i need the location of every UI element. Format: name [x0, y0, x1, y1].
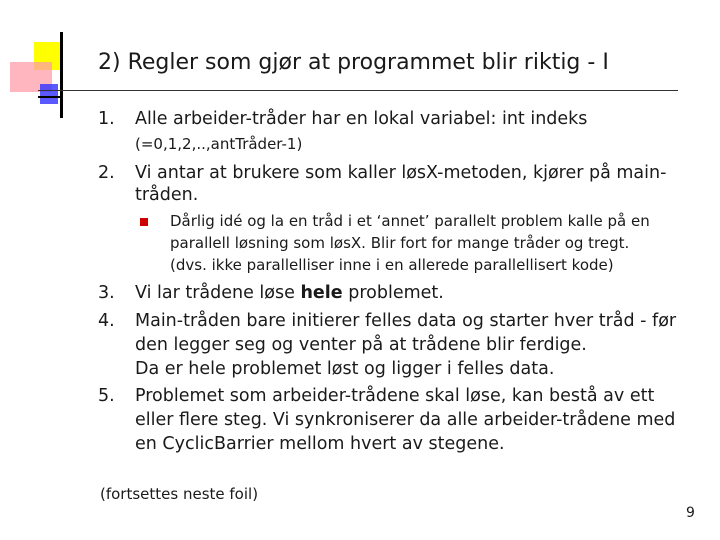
title-underline: [38, 90, 678, 91]
item-5-number: 5.: [98, 386, 115, 406]
square-bullet-icon: [140, 218, 148, 226]
item-3-line-1: [135, 282, 444, 304]
subitem-line-1: Dårlig idé og la en tråd i et ‘annet’ parallelt problem kalle på en: [170, 212, 650, 230]
item-4-line-2: den legger seg og venter på at trådene blir ferdige.: [135, 335, 587, 355]
item-2-line-1: Vi antar at brukere som kaller løsX-metoden, kjører på main-: [135, 163, 667, 183]
item-2-number: 2.: [98, 163, 115, 183]
footer-note: (fortsettes neste foil): [100, 485, 259, 503]
item-5-line-3: en CyclicBarrier mellom hvert av stegene.: [135, 434, 505, 454]
item-3-text-post: problemet.: [342, 283, 444, 303]
item-2-line-2: tråden.: [135, 185, 199, 205]
decor-vertical-line: [60, 32, 63, 118]
item-1-line-1: Alle arbeider-tråder har en lokal variabel: int indeks: [135, 109, 588, 129]
decor-blue-square: [40, 84, 58, 104]
item-1-number: 1.: [98, 109, 115, 129]
item-5-line-2: eller flere steg. Vi synkroniserer da alle arbeider-trådene med: [135, 410, 676, 430]
subitem-line-3: (dvs. ikke parallelliser inne i en allerede parallellisert kode): [170, 256, 614, 274]
page-number: 9: [686, 505, 695, 521]
decor-short-line: [38, 96, 62, 98]
item-3-text-pre: Vi lar trådene løse: [135, 283, 301, 303]
item-4-number: 4.: [98, 311, 115, 331]
item-4-line-1: Main-tråden bare initierer felles data og starter hver tråd - før: [135, 311, 677, 331]
item-3-text-bold: hele: [300, 283, 343, 303]
slide-title: 2) Regler som gjør at programmet blir riktig - I: [98, 50, 609, 75]
item-1-line-2: (=0,1,2,..,antTråder-1): [135, 135, 303, 153]
item-4-line-3: Da er hele problemet løst og ligger i felles data.: [135, 359, 555, 379]
subitem-line-2: parallell løsning som løsX. Blir fort for mange tråder og tregt.: [170, 234, 630, 252]
item-3-number: 3.: [98, 283, 115, 303]
item-5-line-1: Problemet som arbeider-trådene skal løse, kan bestå av ett: [135, 386, 655, 406]
